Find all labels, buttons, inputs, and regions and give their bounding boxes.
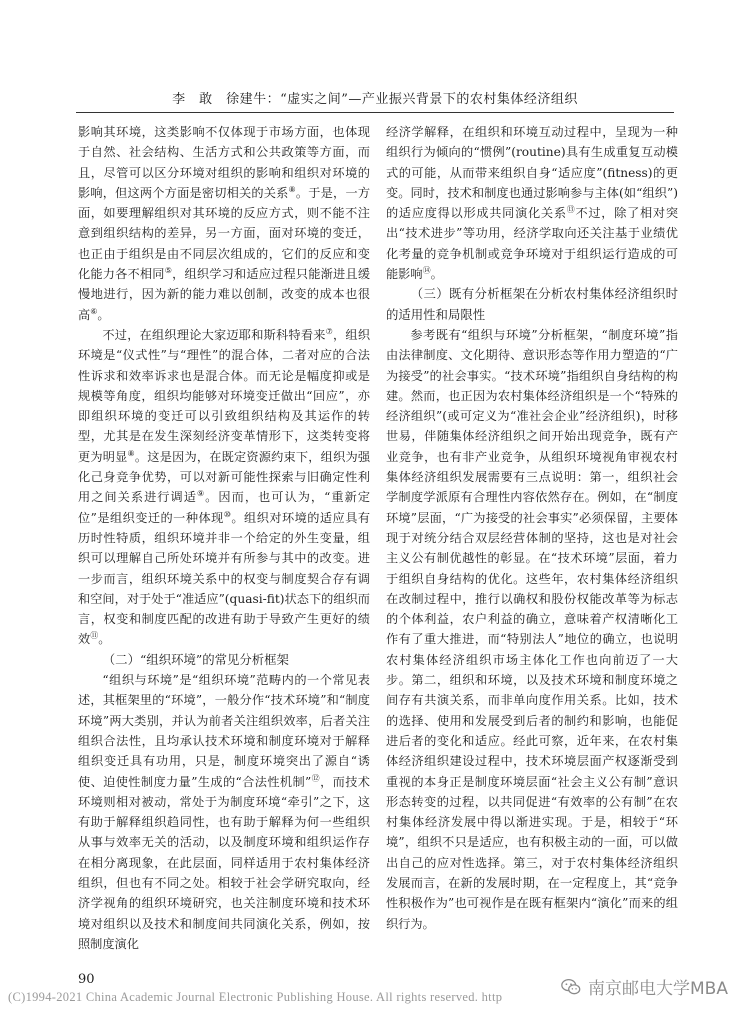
footnote-ref[interactable]: ⑭ (422, 266, 431, 276)
footnote-ref[interactable]: ⑫ (311, 773, 321, 783)
paragraph: 不过，在组织理论大家迈耶和斯科特看来⑦，组织环境是“仪式性”与“理性”的混合体，二者对应的合法性诉求和效率诉求也是混合体。而无论是幅度抑或是规模等角度，组织均能够对环境变迁做出“回应”，亦即组织环境的变迁可以引致组织结构及其运作的转型，尤其是在发生深刻经济变革情形下，这类转变将更为明显⑧。这是因为，在既定资源约束下，组织为强化己身竞争优势，可以对新可能性探索与旧确定性利用之间关系进行调适⑨。因而，也可认为，“重新定位”是组织变迁的一种体现⑩。组织对环境的适应具有历时性特质，组织环境并非一个给定的外生变量，组织可以理解自己所处环境并有所参与其中的改变。进一步而言，组织环境关系中的权变与制度契合存有调和空间，对于处于“准适应”(quasi-fit)状态下的组织而言，权变和制度匹配的改进有助于导致产生更好的绩效⑪。 (78, 326, 371, 647)
paragraph: 参考既有“组织与环境”分析框架，“制度环境”指由法律制度、文化期待、意识形态等作用力塑造的“广为接受”的社会事实。“技术环境”指组织自身结构的构建。然而，也正因为农村集体经济组织是一个“特殊的经济组织”(或可定义为“准社会企业”经济组织)，时移世易，伴随集体经济组织之间开始出现竞争，既有产业竞争，也有非产业竞争，从组织环境视角审视农村集体经济组织发展需要有三点说明：第一，组织社会学制度学派原有合理性内容依然存在。例如，在“制度环境”层面，“广为接受的社会事实”必须保留，主要体现于对统分结合双层经营体制的坚持，这也是对社会主义公有制优越性的彰显。在“技术环境”层面，着力于组织自身结构的优化。这些年，农村集体经济组织在改制过程中，推行以确权和股份权能改革等为标志的个体利益，农户利益的确立，意味着产权清晰化工作有了重大推进，而“特别法人”地位的确立，也说明农村集体经济组织市场主体化工作也向前迈了一大步。第二，组织和环境，以及技术环境和制度环境之间存有共演关系，而非单向度作用关系。比如，技术的选择、使用和发展受到后者的制约和影响，也能促进后者的变化和适应。经此可察，近年来，在农村集体经济组织建设过程中，技术环境层面产权逐渐受到重视的本身正是制度环境层面“社会主义公有制”意识形态转变的过程，以共同促进“有效率的公有制”在农村集体经济发展中得以渐进实现。于是，相较于“环境”，组织不只是适应，也有积极主动的一面，可以做出自己的应对性选择。第三，对于农村集体经济组织发展而言，在新的发展时期，在一定程度上，其“竞争性积极作为”也可视作是在既有框架内“演化”而来的组织行为。 (386, 327, 678, 931)
section-heading: （三）既有分析框架在分析农村集体经济组织时的适用性和局限性 (386, 286, 678, 322)
footnote-ref[interactable]: ⑥ (90, 306, 98, 316)
footnote-ref[interactable]: ⑪ (90, 631, 99, 641)
footnote-ref[interactable]: ⑧ (288, 184, 296, 194)
footnote-ref[interactable]: ⑩ (223, 509, 232, 519)
paragraph: 经济学解释，在组织和环境互动过程中，呈现为一种组织行为倾向的“惯例”(routine)具有生成重复互动模式的可能，从而带来组织自身“适应度”(fitness)的更变。同时，技术和制度也通过影响参与主体(如“组织”)的适应度得以形成共同演化关系⑬不过，除了相对突出“技术进步”等功用，经济学取向还关注基于业绩优化考量的竞争机制或竞争环境对于组织运行造成的可能影响⑭。 (386, 125, 679, 282)
right-column (386, 122, 678, 934)
footnote-ref[interactable]: ⑦ (325, 326, 334, 336)
footnote-ref[interactable]: ⑨ (196, 489, 206, 499)
running-header: 李 敢 徐建牛：“虚实之间”—产业振兴背景下的农村集体经济组织 (172, 92, 578, 107)
footnote-ref[interactable]: ⑧ (127, 448, 135, 458)
header-rule (76, 112, 674, 113)
watermark-text: 南京邮电大学MBA (588, 979, 728, 999)
wechat-watermark (560, 974, 728, 999)
paragraph: 影响其环境，这类影响不仅体现于市场方面，也体现于自然、社会结构、生活方式和公共政策等方面，而且，尽管可以区分环境对组织的影响和组织对环境的影响，但这两个方面是密切相关的关系⑧。于是，一方面，如要理解组织对其环境的反应方式，则不能不注意到组织结构的差异，另一方面，面对环境的变迁，也正由于组织是由不同层次组成的，它们的反应和变化能力各不相同⑤，组织学习和适应过程只能渐进且缓慢地进行，因为新的能力难以创制，改变的成本也很高⑥。 (78, 125, 371, 322)
page-number: 90 (78, 972, 95, 987)
copyright-footer: (C)1994-2021 China Academic Journal Electronic Publishing House. All rights reserved. http (8, 990, 503, 1004)
section-heading: （二）“组织环境”的常见分析框架 (102, 651, 289, 667)
wechat-icon (560, 976, 582, 998)
left-column (78, 122, 370, 954)
paragraph: “组织与环境”是“组织环境”范畴内的一个常见表述，其框架里的“环境”，一般分作“技术环境”和“制度环境”两大类别，并认为前者关注组织效率，后者关注组织合法性，且均承认技术环境和制度环境对于解释组织变迁具有功用，只是，制度环境突出了源自“诱使、迫使性制度力量”生成的“合法性机制”⑫，而技术环境则相对被动，常处于为制度环境“牵引”之下，这有助于解释组织趋同性，也有助于解释为何一些组织从事与效率无关的活动，以及制度环境和组织运作存在相分离现象，在此层面，同样适用于农村集体经济组织，但也有不同之处。相较于社会学研究取向，经济学视角的组织环境研究，也关注制度环境和技术环境对组织以及技术和制度间共同演化关系，例如，按照制度演化 (78, 673, 370, 951)
footnote-ref[interactable]: ⑤ (164, 266, 173, 276)
footnote-ref[interactable]: ⑬ (566, 205, 576, 215)
